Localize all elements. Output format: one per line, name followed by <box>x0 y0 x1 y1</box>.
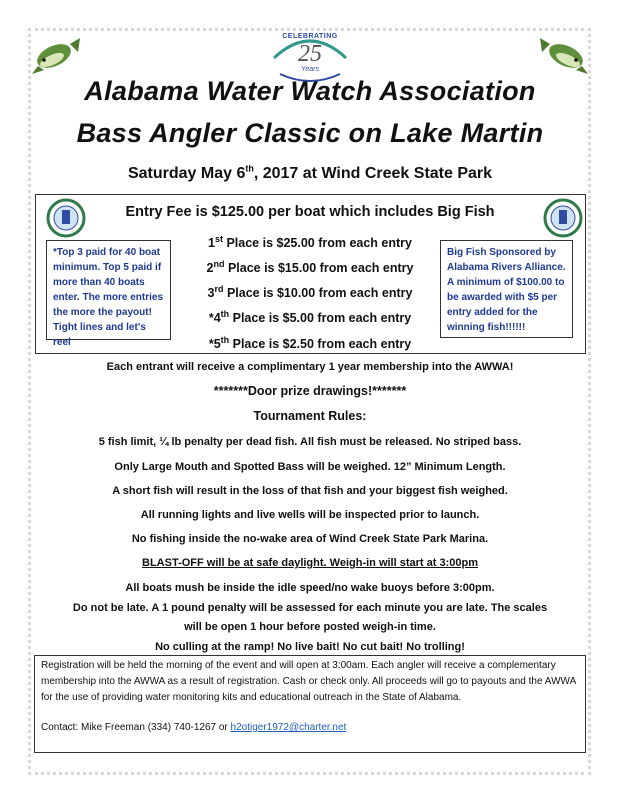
event-date: Saturday May 6th, 2017 at Wind Creek State Park <box>127 163 493 182</box>
buoys-text: All boats mush be inside the idle speed/no wake buoys before 3:00pm. <box>125 582 495 594</box>
left-bass-fish-icon <box>30 36 82 76</box>
rule-item: Only Large Mouth and Spotted Bass will be weighed. 12” Minimum Length. <box>114 461 506 473</box>
place-2: 2nd Place is $15.00 from each entry <box>206 258 414 275</box>
no-culling-text: No culling at the ramp! No live bait! No cut bait! No trolling! <box>155 641 465 653</box>
late-penalty-line-1: Do not be late. A 1 pound penalty will be assessed for each minute you are late. The scales <box>72 602 548 614</box>
title-line-2: Bass Angler Classic on Lake Martin <box>76 118 544 148</box>
celebrating-25-years-logo <box>266 30 354 82</box>
rule-item: 5 fish limit, ¼ lb penalty per dead fish. All fish must be released. No striped bass. <box>98 436 522 448</box>
title-line-1: Alabama Water Watch Association <box>84 76 536 106</box>
left-water-watch-badge-icon <box>46 198 86 238</box>
contact-line <box>41 720 579 736</box>
rule-item: No fishing inside the no-wake area of Wind Creek State Park Marina. <box>131 533 489 545</box>
place-3: 3rd Place is $10.00 from each entry <box>207 283 413 300</box>
logo-number: 25 <box>298 41 322 67</box>
right-bass-fish-icon <box>538 36 590 76</box>
contact-prefix: Contact: Mike Freeman (334) 740-1267 or <box>41 722 231 733</box>
big-fish-note-box: Big Fish Sponsored by Alabama Rivers Alliance. A minimum of $100.00 to be awarded with $5 per entry added for the winning fish!!!!!! <box>440 240 573 338</box>
rules-heading: Tournament Rules: <box>253 409 367 423</box>
entry-fee-text: Entry Fee is $125.00 per boat which includes Big Fish <box>125 204 495 220</box>
rule-item: All running lights and live wells will be inspected prior to launch. <box>140 509 480 521</box>
place-1: 1st Place is $25.00 from each entry <box>208 233 412 250</box>
registration-box <box>34 655 586 753</box>
membership-text: Each entrant will receive a complimentary 1 year membership into the AWWA! <box>106 361 514 373</box>
rule-item: A short fish will result in the loss of that fish and your biggest fish weighed. <box>112 485 508 497</box>
place-4: *4th Place is $5.00 from each entry <box>208 308 412 325</box>
payout-note-box: *Top 3 paid for 40 boat minimum. Top 5 paid if more than 40 boats enter. The more entries the more the payout! Tight lines and let's reel <box>46 240 171 340</box>
door-prize-text: *******Door prize drawings!******* <box>213 384 407 398</box>
late-penalty-line-2: will be open 1 hour before posted weigh-in time. <box>184 621 436 633</box>
contact-email-link[interactable]: h2otiger1972@charter.net <box>230 722 347 733</box>
registration-text: Registration will be held the morning of the event and will open at 3:00am. Each angler will receive a complementary membership into the AWWA as a result of registration. Cash or check only. All proceeds will go to payouts and the AWWA for the use of providing water monitoring kits and educational outreach in the State of Alabama. <box>41 660 576 703</box>
blastoff-text: BLAST-OFF will be at safe daylight. Weigh-in will start at 3:00pm <box>142 557 478 569</box>
logo-bottom-text: Years <box>301 66 319 73</box>
right-water-watch-badge-icon <box>543 198 583 238</box>
logo-top-text: CELEBRATING <box>282 33 338 40</box>
place-5: *5th Place is $2.50 from each entry <box>208 334 412 351</box>
